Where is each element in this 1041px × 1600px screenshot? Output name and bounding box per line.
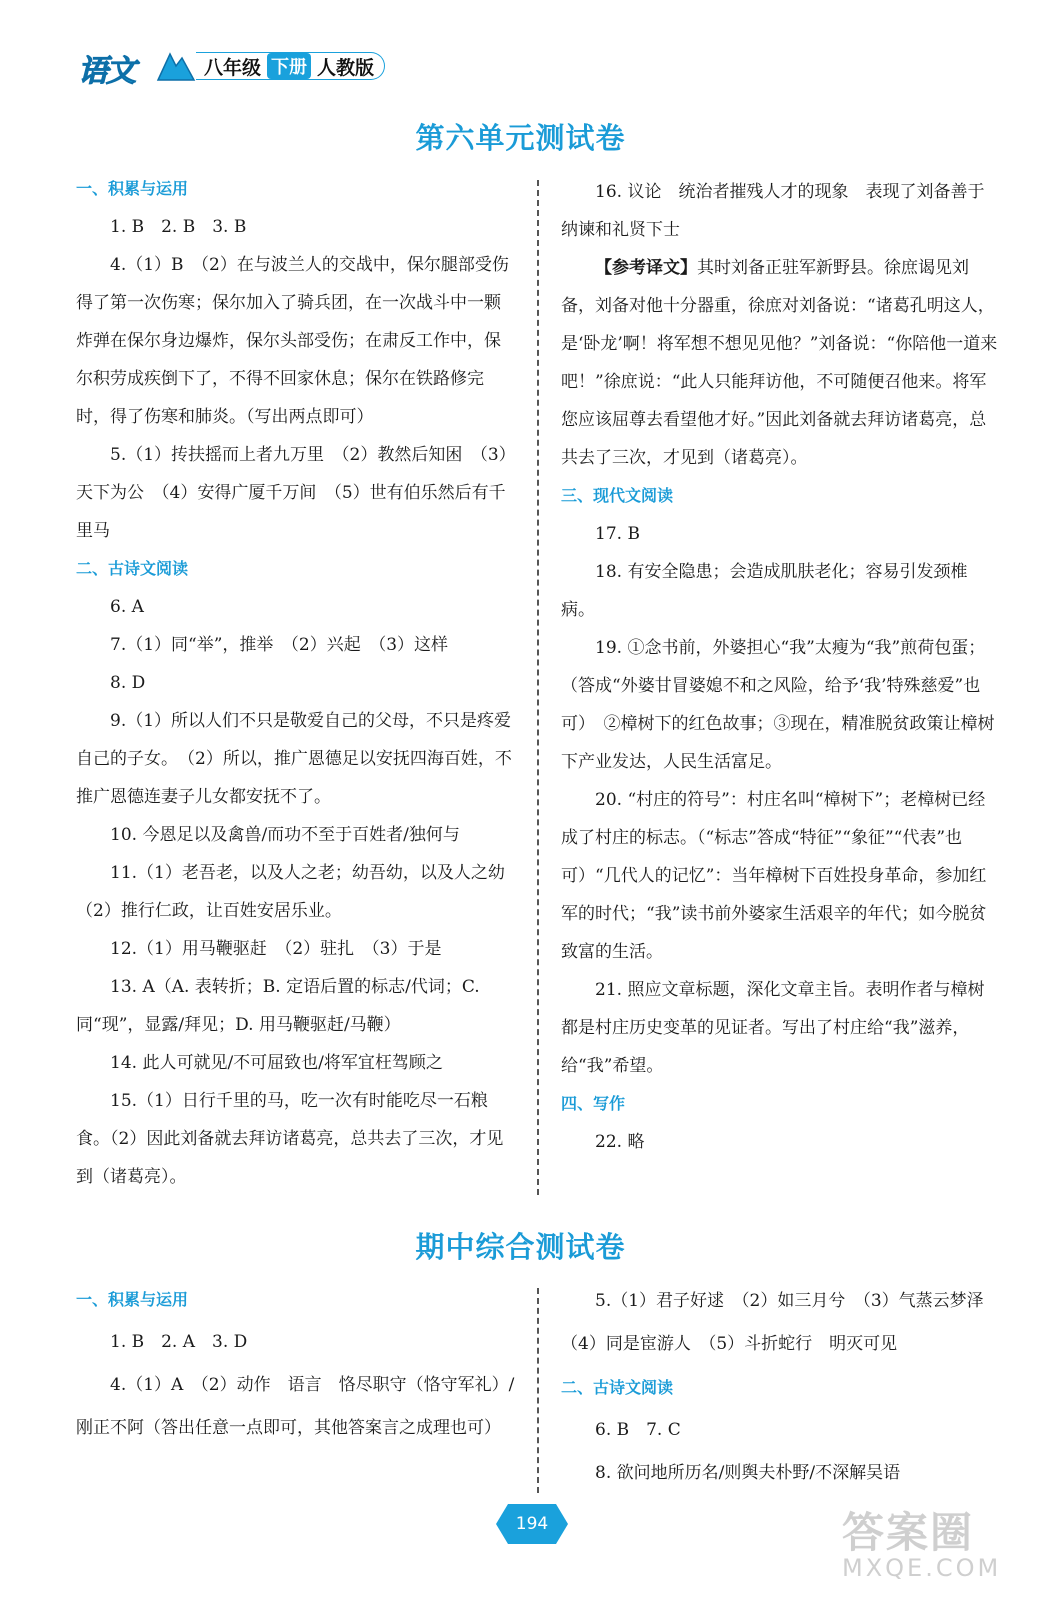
answer-item: 17. B — [595, 524, 640, 544]
answer-item: 10. 今恩足以及禽兽/而功不至于百姓者/独何与 — [110, 825, 460, 845]
answer-item: 16. 议论 统治者摧残人才的现象 表现了刘备善于纳谏和礼贤下士 — [561, 182, 985, 240]
answer-item: 4.（1）A （2）动作 语言 恪尽职守（恪守军礼）/刚正不阿（答出任意一点即可，其他答案言之成理也可） — [76, 1375, 515, 1438]
answer-item: 4.（1）B （2）在与波兰人的交战中，保尔腿部受伤得了第一次伤寒；保尔加入了骑兵团，在一次战斗中一颗炸弹在保尔身边爆炸，保尔头部受伤；在肃反工作中，保尔积劳成疾倒下了，不得不回家休息；保尔在铁路修完时，得了伤寒和肺炎。（写出两点即可） — [76, 255, 509, 427]
answer-item: 7.（1）同“举”，推举 （2）兴起 （3）这样 — [110, 635, 449, 655]
answer-item: 19. ①念书前，外婆担心“我”太瘦为“我”煎荷包蛋；（答成“外婆甘冒婆媳不和之风险，给予‘我’特殊慈爱”也可） ②樟树下的红色故事；③现在，精准脱贫政策让樟树下产业发达，人民生活富足。 — [561, 638, 995, 772]
midterm-title: 期中综合测试卷 — [415, 1230, 626, 1264]
answer-item: 12.（1）用马鞭驱赶 （2）驻扎 （3）于是 — [110, 939, 442, 959]
edition-text: 人教版 — [317, 56, 375, 79]
section-heading: 二、古诗文阅读 — [76, 559, 189, 578]
volume-badge: 下册 — [267, 53, 311, 79]
answer-item: 6. A — [110, 597, 144, 617]
answer-item: 15.（1）日行千里的马，吃一次有时能吃尽一石粮食。（2）因此刘备就去拜访诸葛亮，总共去了三次，才见到（诸葛亮）。 — [76, 1091, 504, 1187]
answer-item: 13. A（A. 表转折；B. 定语后置的标志/代词；C. 同“现”，显露/拜见；D. 用马鞭驱赶/马鞭） — [76, 977, 480, 1035]
grade-label — [196, 52, 385, 80]
answer-item: 20. “村庄的符号”：村庄名叫“樟树下”；老樟树已经成了村庄的标志。（“标志”答成“特征”“象征”“代表”也可）“几代人的记忆”：当年樟树下百姓投身革命，参加红军的时代；“我”读书前外婆家生活艰辛的年代；如今脱贫致富的生活。 — [561, 790, 987, 962]
answer-item: 21. 照应文章标题，深化文章主旨。表明作者与樟树都是村庄历史变革的见证者。写出了村庄给“我”滋养，给“我”希望。 — [561, 980, 985, 1076]
watermark-main: 答案圈 — [842, 1508, 975, 1557]
reference-translation — [561, 249, 1001, 477]
column-divider-2 — [537, 1288, 539, 1493]
section-heading: 二、古诗文阅读 — [561, 1378, 674, 1397]
book-header — [78, 46, 418, 89]
answer-item: 1. B 2. A 3. D — [110, 1332, 248, 1352]
unit6-title: 第六单元测试卷 — [415, 121, 626, 155]
answer-item: 6. B 7. C — [595, 1420, 681, 1440]
page-number: 194 — [515, 1514, 549, 1534]
reference-text: 其时刘备正驻军新野县。徐庶谒见刘备，刘备对他十分器重，徐庶对刘备说：“诸葛孔明这人，是‘卧龙’啊！将军想不想见见他？”刘备说：“你陪他一道来吧！”徐庶说：“此人只能拜访他，不可随便召他来。将军您应该屈尊去看望他才好。”因此刘备就去拜访诸葛亮，总共去了三次，才见到（诸葛亮）。 — [561, 258, 998, 468]
brand-logo: 语文 — [78, 54, 134, 89]
answer-item: 8. D — [110, 673, 146, 693]
answer-item: 9.（1）所以人们不只是敬爱自己的父母，不只是疼爱自己的子女。 （2）所以，推广恩德足以安抚四海百姓，不推广恩德连妻子儿女都安抚不了。 — [76, 711, 512, 807]
answer-item: 1. B 2. B 3. B — [110, 217, 247, 237]
column-divider — [537, 180, 539, 1195]
answer-item: 22. 略 — [595, 1132, 645, 1152]
answer-item: 5.（1）抟扶摇而上者九万里 （2）教然后知困 （3）天下为公 （4）安得广厦千万间 （5）世有伯乐然后有千里马 — [76, 445, 516, 541]
watermark — [842, 1500, 1032, 1596]
answer-item: 18. 有安全隐患；会造成肌肤老化；容易引发颈椎病。 — [561, 562, 968, 620]
unit6-right-column — [561, 173, 1001, 1161]
answer-item: 5.（1）君子好逑 （2）如三月兮 （3）气蒸云梦泽 （4）同是宦游人 （5）斗折蛇行 明灭可见 — [561, 1291, 1001, 1354]
section-heading: 一、积累与运用 — [76, 1290, 189, 1309]
answer-item: 8. 欲问地所历名/则舆夫朴野/不深解吴语 — [595, 1463, 901, 1483]
unit6-left-column — [76, 170, 522, 1196]
section-heading: 一、积累与运用 — [76, 179, 189, 198]
answer-item: 14. 此人可就见/不可屈致也/将军宜枉驾顾之 — [110, 1053, 443, 1073]
watermark-url: MXQE.COM — [842, 1554, 1002, 1582]
midterm-right-column — [561, 1280, 1001, 1495]
midterm-left-column — [76, 1278, 516, 1450]
grade-text: 八年级 — [204, 56, 262, 79]
section-heading: 三、现代文阅读 — [561, 486, 674, 505]
reference-label: 【参考译文】 — [595, 258, 697, 278]
answer-item: 11.（1）老吾老，以及人之老；幼吾幼，以及人之幼 （2）推行仁政，让百姓安居乐业。 — [76, 863, 522, 921]
section-heading: 四、写作 — [561, 1094, 626, 1113]
mountain-logo-icon — [156, 50, 196, 82]
